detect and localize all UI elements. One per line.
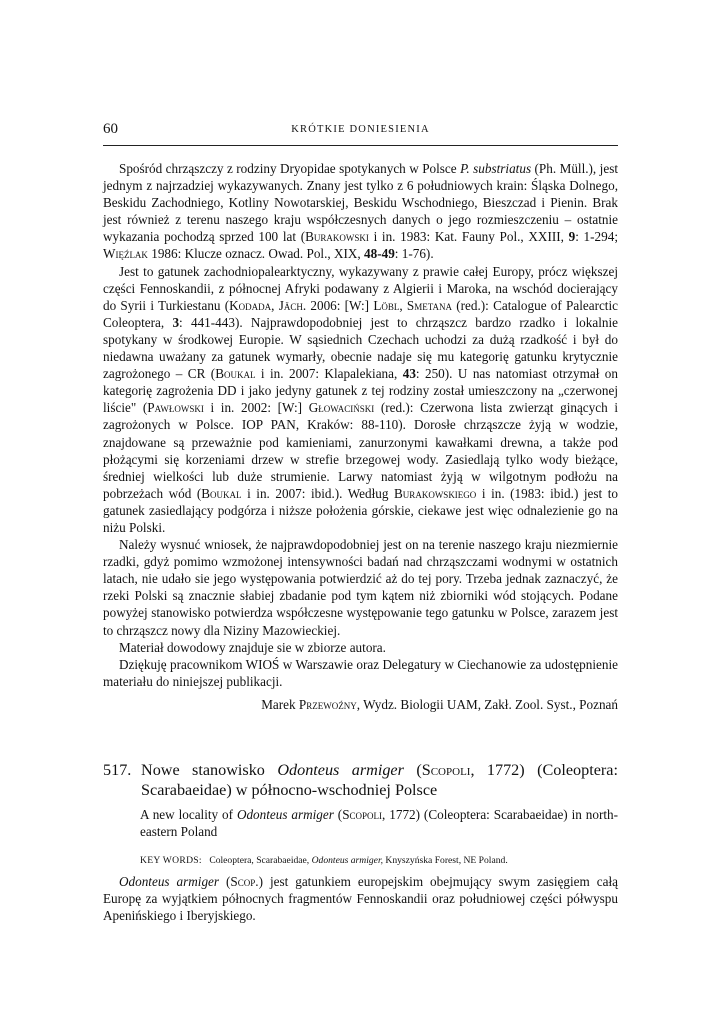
text-run: i in. 2007: ibid.). Według <box>241 485 395 501</box>
text-run: : 441-443). Najprawdopodobniej jest to chrząszcz bardzo rzadko i lokalnie spotykany w środkowej Europie. W sąsiednich Czechach uchodzi za dużą rzadkość i był do niedawna uważany za gatunek wymarły, obecnie nadaje się mu kategorię gatunku krytycznie zagrożonego – CR ( <box>103 314 618 382</box>
text-run: 3 <box>172 314 180 330</box>
text-run: Burakowskiego <box>394 485 477 501</box>
running-title: KRÓTKIE DONIESIENIA <box>291 124 430 135</box>
text-run: Boukal <box>201 485 242 501</box>
text-run: Scopoli <box>421 761 471 779</box>
paragraph <box>103 536 618 639</box>
text-run: Löbl, Smetana <box>373 297 453 313</box>
text-run: : 1-294; <box>575 229 618 245</box>
text-run: Scopoli <box>342 807 383 822</box>
text-run: ) jest gatunkiem europejskim obejmujący swym zasięgiem całą Europę za wyjątkiem północnych fragmentów Fennoskandii oraz południowej części półwyspu Apenińskiego i Iberyjskiego. <box>103 874 618 924</box>
keywords-label: KEY WORDS: <box>140 855 202 866</box>
text-run: Więźlak <box>103 246 148 262</box>
article-title <box>141 760 618 800</box>
text-run: Głowaciński <box>308 400 375 416</box>
keywords-list <box>209 855 507 866</box>
text-run: A new locality of <box>140 807 237 822</box>
text-run: Przewoźny <box>298 696 357 712</box>
text-run: Dziękuję pracownikom WIOŚ w Warszawie oraz Delegatury w Ciechanowie za udostępnienie materiału do niniejszej publikacji. <box>103 656 618 689</box>
article-number: 517. <box>103 761 132 779</box>
paragraph <box>103 263 618 537</box>
page-header <box>103 121 618 143</box>
text-run: Należy wysnuć wniosek, że najprawdopodobniej jest on na terenie naszego kraju niezmiernie rzadki, gdyż pomimo wzmożonej intensywności badań nad chrząszczami wodnymi w ostatnich latach, nie udało sie jego występowania potwierdzić aż do tej pory. Trzeba jednak zaznaczyć, że rzeki Polski są znacznie słabiej zbadanie pod tym kątem niż zbiorniki wód stojących. Podane powyżej stanowisko potwierdza współczesne występowanie tego gatunku w Polsce, zarazem jest to chrząszcz nowy dla Niziny Mazowieckiej. <box>103 537 618 638</box>
text-run: : 1-76). <box>394 246 434 262</box>
text-run: Boukal <box>215 366 256 382</box>
text-run: i in. (1983: ibid.) jest to gatunek zasiedlający podgórza i niższe położenia górskie, ciekawe jest więc odnalezienie go na niżu Polski. <box>103 485 618 535</box>
article-heading <box>103 760 618 800</box>
text-run: (red.): Czerwona lista zwierząt ginących i zagrożonych w Polsce. IOP PAN, Kraków: 88-110). Dorosłe chrząszcze żyją w wodzie, znajdowane są przeważnie pod kamieniami, zanurzonymi kawałkami drewna, a także pod płożącymi się korzeniami drzew w strefie brzegowej wody. Zasiedlają tylko wody bieżące, średniej wielkości lub duże strumienie. Larwy natomiast żyją w wilgotnym podłożu na pobrzeżach wód ( <box>103 400 619 501</box>
header-rule <box>103 145 618 146</box>
text-run: 48-49 <box>364 246 395 262</box>
text-run: Nowe stanowisko <box>141 761 278 779</box>
author-signature <box>103 696 618 713</box>
text-run: Odonteus armiger <box>236 807 334 822</box>
text-run: ( <box>219 874 231 889</box>
text-run: Spośród chrząszczy z rodziny Dryopidae spotykanych w Polsce <box>119 161 461 176</box>
keywords <box>140 854 618 867</box>
text-run: . 2006: [W:] <box>302 297 374 313</box>
text-run: (Ph. Müll.), jest jednym z najrzadziej wykazywanych. Znany jest tylko z 6 południowych krain: Śląska Dolnego, Beskidu Zachodniego, Kotliny Nowotarskiej, Beskidu Wschodniego, Bieszczad i Pienin. Brak jest również z terenu naszego kraju współczesnych danych o jego rozmieszczeniu – ostatnie wykazania pochodzą sprzed 100 lat ( <box>103 161 618 245</box>
text-run: P. substriatus <box>460 161 532 176</box>
text-run: ( <box>333 807 343 822</box>
text-run: 9 <box>568 229 576 245</box>
text-run: , 1772) (Coleoptera: Scarabaeidae) in north-eastern Poland <box>140 807 618 839</box>
text-run: Odonteus armiger, <box>311 855 384 866</box>
text-run: i in. 2007: Klapalekiana, <box>255 366 403 382</box>
text-run: : 250). U nas natomiast otrzymał on kategorię zagrożenia DD i jako jedyny gatunek z tej rodziny został umieszczony na „czerwonej liście" ( <box>103 366 618 416</box>
text-run: Materiał dowodowy znajduje sie w zbiorze autora. <box>119 639 386 655</box>
text-run: Burakowski <box>305 229 369 245</box>
note-body <box>103 160 618 713</box>
text-run: Odonteus armiger <box>277 761 404 779</box>
text-run: Knyszyńska Forest, NE Poland. <box>383 855 508 866</box>
text-run: , 1772) (Coleoptera: Scarabaeidae) w północno-wschodniej Polsce <box>141 761 618 799</box>
text-run: Coleoptera, Scarabaeidae, <box>209 855 312 866</box>
text-run: Scop. <box>230 874 259 889</box>
text-run: Kodada, Jäch <box>229 297 303 313</box>
paragraph <box>103 639 618 656</box>
text-run: i in. 1983: Kat. Fauny Pol., XXIII, <box>368 229 569 245</box>
text-run: , Wydz. Biologii UAM, Zakł. Zool. Syst., Poznań <box>356 696 618 712</box>
text-run: Odonteus armiger <box>119 874 220 889</box>
article-intro <box>103 873 618 924</box>
text-run: ( <box>403 761 422 779</box>
english-title <box>140 806 618 840</box>
text-run: (red.): Catalogue of Palearctic Coleoptera, <box>103 297 618 330</box>
article-517 <box>103 760 618 924</box>
text-run: Marek <box>261 696 299 712</box>
text-run: 43 <box>402 366 416 382</box>
text-run: 1986: Klucze oznacz. Owad. Pol., XIX, <box>147 246 365 262</box>
text-run: Jest to gatunek zachodniopalearktyczny, wykazywany z prawie całej Europy, prócz większej części Fennoskandii, z północnej Afryki podawany z Algierii i Maroka, na wschód docierający do Syrii i Turkiestanu ( <box>103 263 618 313</box>
text-run: Pawłowski <box>147 400 204 416</box>
text-run: i in. 2002: [W:] <box>203 400 309 416</box>
paragraph <box>103 656 618 690</box>
page-number: 60 <box>103 121 118 137</box>
paragraph <box>103 160 618 263</box>
